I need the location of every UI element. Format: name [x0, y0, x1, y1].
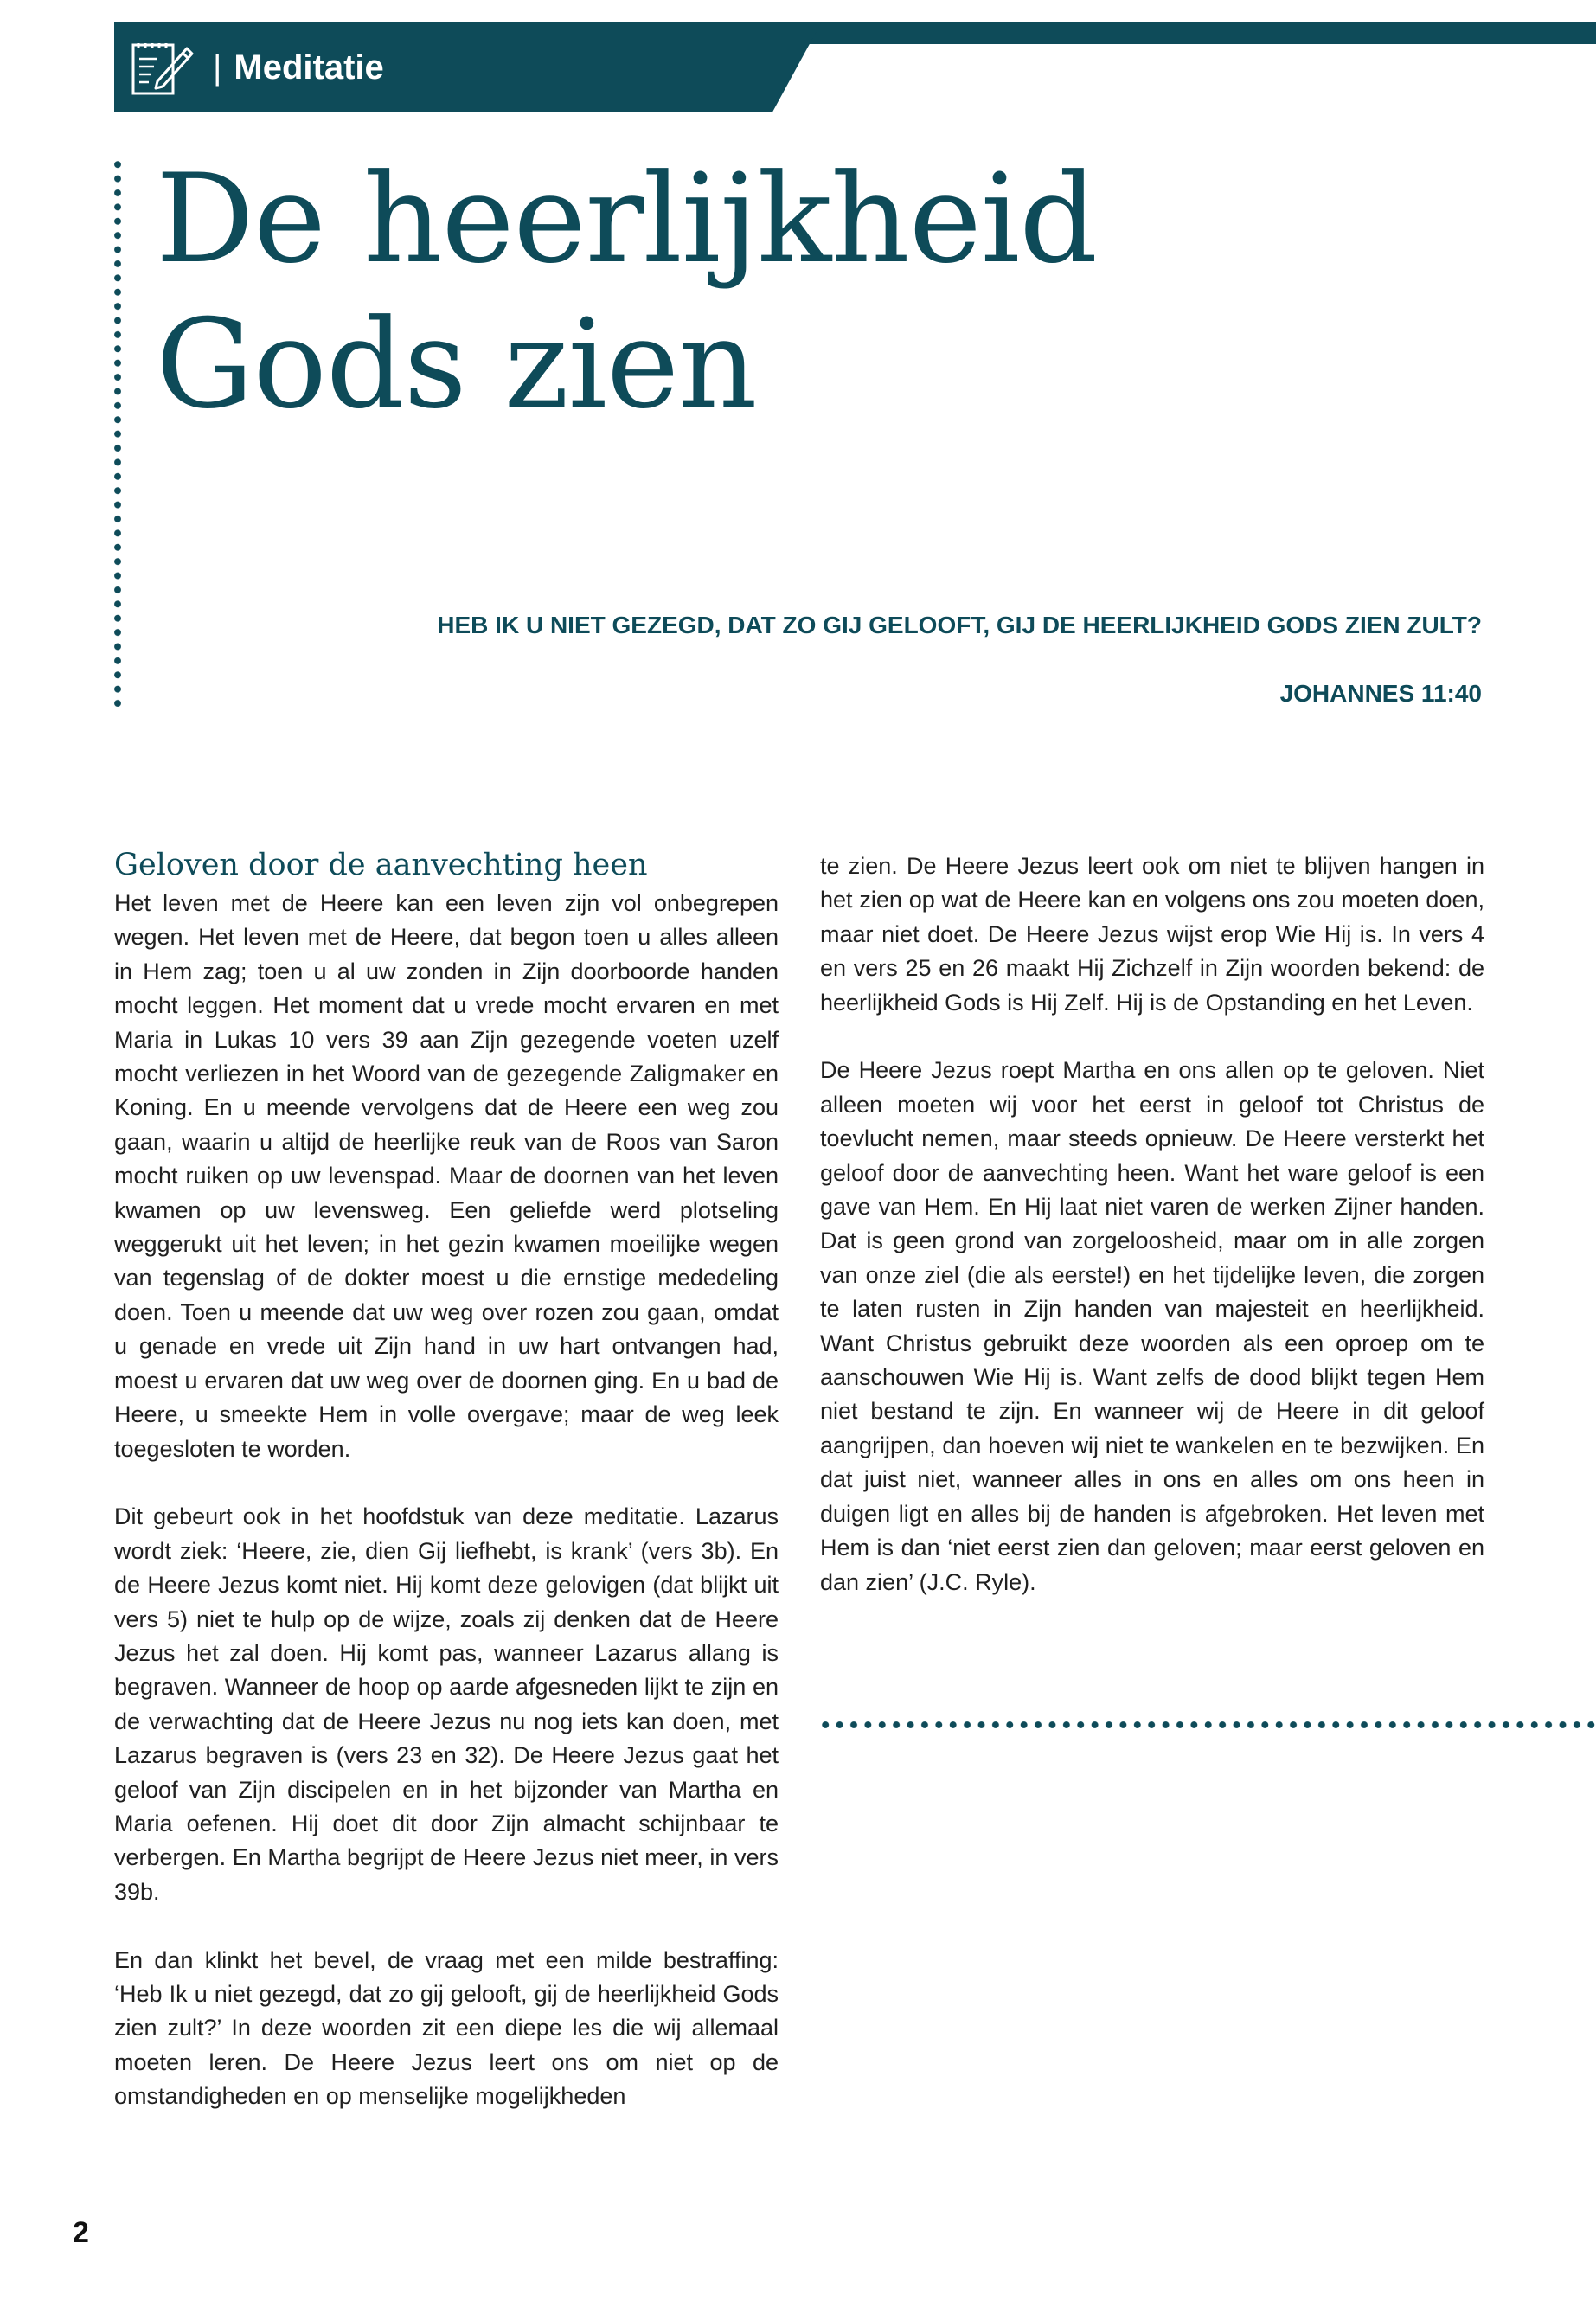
paragraph: te zien. De Heere Jezus leert ook om niet te blijven hangen in het zien op wat de Heere kan en volgens ons zou moeten doen, maar niet doet. De Heere Jezus wijst erop Wie Hij is. In vers 4 en vers 25 en 26 maakt Hij Zichzelf in Zijn woorden bekend: de heerlijkheid Gods is Hij Zelf. Hij is de Opstanding en het Leven. [820, 853, 1484, 1016]
dotted-divider-horizontal [818, 1721, 1596, 1729]
bible-verse-reference: JOHANNES 11:40 [1279, 680, 1482, 707]
dotted-divider-vertical [113, 157, 122, 707]
section-label-text: Meditatie [234, 48, 384, 87]
paragraph: Het leven met de Heere kan een leven zijn vol onbegrepen wegen. Het leven met de Heere, dat begon toen u alles alleen in Hem zag; toen u al uw zonden in Zijn doorboorde handen mocht leggen. Het moment dat u vrede mocht ervaren en met Maria in Lukas 10 vers 39 aan Zijn gezegende voeten uzelf mocht verliezen in het Woord van de gezegende Zaligmaker en Koning. En u meende vervolgens dat de Heere een weg zou gaan, waarin u altijd de heerlijke reuk van de Roos van Saron mocht ruiken op uw levenspad. Maar de doornen van het leven kwamen op uw levensweg. Een geliefde werd plotseling weggerukt uit het leven; in het gezin kwamen moeilijke wegen van tegenslag of de dokter moest u die ernstige mededeling doen. Toen u meende dat uw weg over rozen zou gaan, omdat u genade en vrede uit Zijn hand in uw hart ontvangen had, moest u ervaren dat uw weg over de doornen ging. En u bad de Heere, u smeekte Hem in volle overgave; maar de weg leek toegesloten te worden. [114, 890, 779, 1462]
section-label: | Meditatie [213, 48, 384, 87]
paragraph: En dan klinkt het bevel, de vraag met een milde bestraffing: ‘Heb Ik u niet gezegd, dat zo gij gelooft, gij de heerlijkheid Gods zien zult?’ In deze woorden zit een diepe les die wij allemaal moeten leren. De Heere Jezus leert ons om niet op de omstandigheden en op menselijke mogelijkheden [114, 1946, 779, 2110]
title-line-1: De heerlijkheid [156, 148, 1098, 291]
page-title [156, 147, 1097, 438]
paragraph: De Heere Jezus roept Martha en ons allen op te geloven. Niet alleen moeten wij voor het eerst in geloof tot Christus de toevlucht nemen, maar steeds opnieuw. De Heere versterkt het geloof door de aanvechting heen. Want het ware geloof is een gave van Hem. En Hij laat niet varen de werken Zijner handen. Dat is geen grond van zorgeloosheid, maar om in alle zorgen van onze ziel (die als eerste!) en het tijdelijke leven, die zorgen te laten rusten in Zijn handen van majesteit en heerlijkheid. Want Christus gebruikt deze woorden als een oproep om te aanschouwen Wie Hij is. Want zelfs de dood blijkt tegen Hem niet bestand te zijn. En wanneer wij de Heere in dit geloof aangrijpen, dan hoeven wij niet te wankelen en te bezwijken. En dat juist niet, wanneer alles in ons en alles om ons heen in duigen ligt en alles bij de handen is afgebroken. Het leven met Hem is dan ‘niet eerst zien dan geloven; maar eerst geloven en dan zien’ (J.C. Ryle). [820, 1057, 1484, 1595]
bible-verse: HEB IK U NIET GEZEGD, DAT ZO GIJ GELOOFT, GIJ DE HEERLIJKHEID GODS ZIEN ZULT? [437, 612, 1482, 638]
notepad-pen-icon [128, 36, 195, 99]
article-column-left [114, 843, 779, 2148]
title-line-2: Gods zien [156, 293, 757, 436]
paragraph: Dit gebeurt ook in het hoofdstuk van deze meditatie. Lazarus wordt ziek: ‘Heere, zie, dien Gij liefhebt, is krank’ (vers 3b). En de Heere Jezus komt niet. Hij komt deze gelovigen (dat blijkt uit vers 5) niet te hulp op de wijze, zoals zij denken dat de Heere Jezus het zal doen. Hij komt pas, wanneer Lazarus allang is begraven. Wanneer de hoop op aarde afgesneden lijkt te zijn en de verwachting dat de Heere Jezus nu nog iets kan doen, met Lazarus begraven is (vers 23 en 32). De Heere Jezus gaat het geloof van Zijn discipelen en in het bijzonder van Martha en Maria oefenen. Hij doet dit door Zijn almacht schijnbaar te verbergen. En Martha begrijpt de Heere Jezus niet meer, in vers 39b. [114, 1503, 779, 1905]
article-column-right [820, 849, 1484, 1633]
page-number: 2 [73, 2216, 89, 2249]
section-heading: Geloven door de aanvechting heen [114, 848, 648, 882]
